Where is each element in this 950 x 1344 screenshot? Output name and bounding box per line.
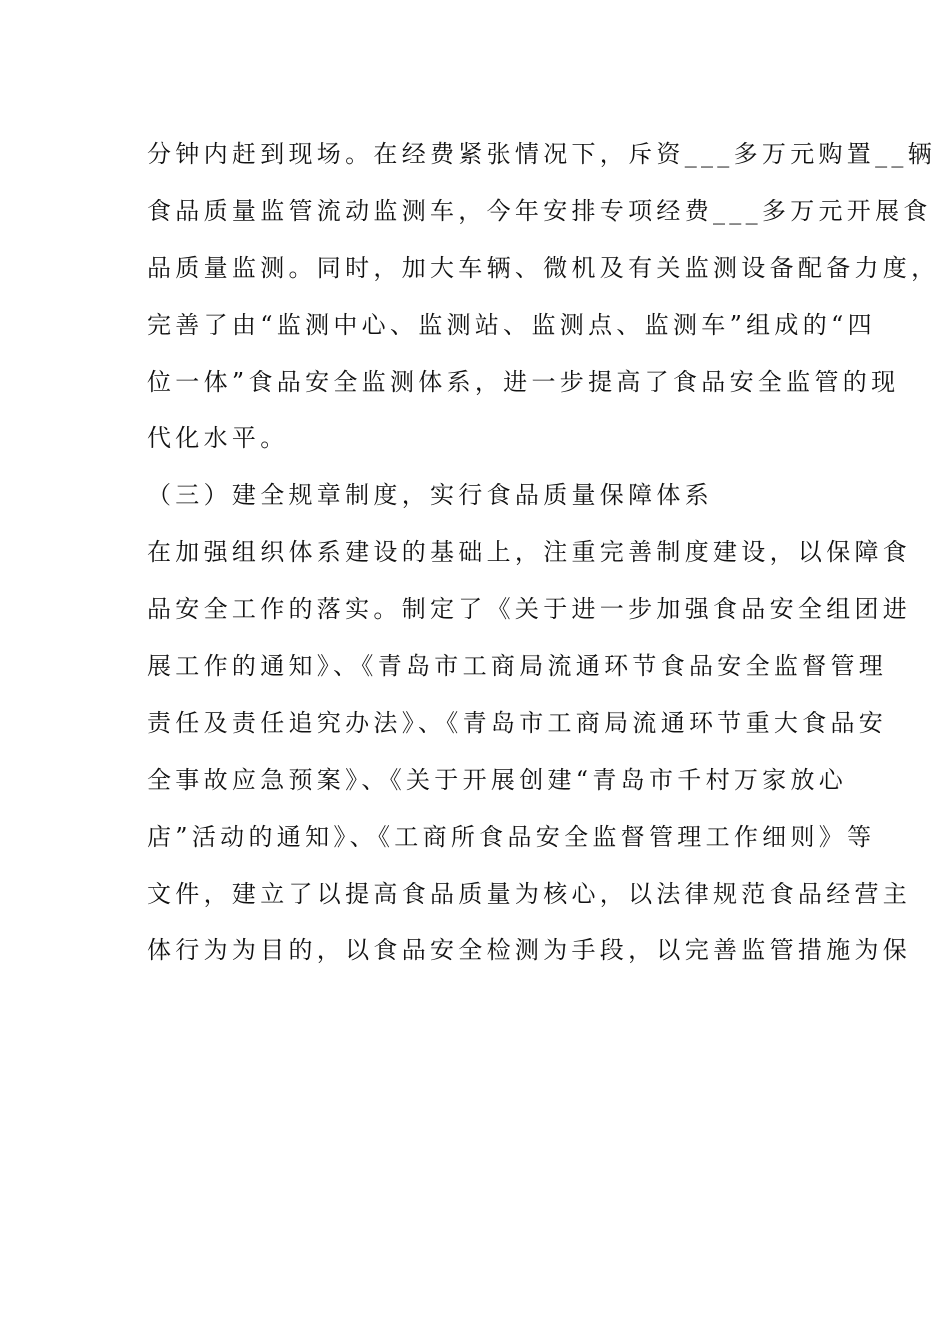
document-body	[147, 130, 940, 983]
text-line: 文件，建立了以提高食品质量为核心，以法律规范食品经营主	[147, 879, 912, 908]
text-line: 展工作的通知》、《青岛市工商局流通环节食品安全监督管理	[147, 652, 888, 681]
text-line: 品安全工作的落实。制定了《关于进一步加强食品安全组团进	[147, 595, 912, 624]
text-line: 完善了由“监测中心、监测站、监测点、监测车”组成的“四	[147, 310, 876, 339]
text-line: 代化水平。	[147, 424, 289, 453]
text-line: 责任及责任追究办法》、《青岛市工商局流通环节重大食品安	[147, 708, 888, 737]
text-line: 位一体”食品安全监测体系，进一步提高了食品安全监管的现	[147, 367, 900, 396]
text-line: 店”活动的通知》、《工商所食品安全监督管理工作细则》等	[147, 822, 876, 851]
text-line: 全事故应急预案》、《关于开展创建“青岛市千村万家放心	[147, 765, 848, 794]
text-line: 品质量监测。同时，加大车辆、微机及有关监测设备配备力度，	[147, 253, 940, 282]
text-line: 体行为为目的，以食品安全检测为手段，以完善监管措施为保	[147, 936, 912, 965]
text-line: 食品质量监管流动监测车，今年安排专项经费___多万元开展食	[147, 196, 932, 225]
text-line: 分钟内赶到现场。在经费紧张情况下，斥资___多万元购置__辆	[147, 140, 936, 168]
section-heading: （三）建全规章制度，实行食品质量保障体系	[147, 481, 713, 510]
text-line: 在加强组织体系建设的基础上，注重完善制度建设，以保障食	[147, 538, 912, 567]
